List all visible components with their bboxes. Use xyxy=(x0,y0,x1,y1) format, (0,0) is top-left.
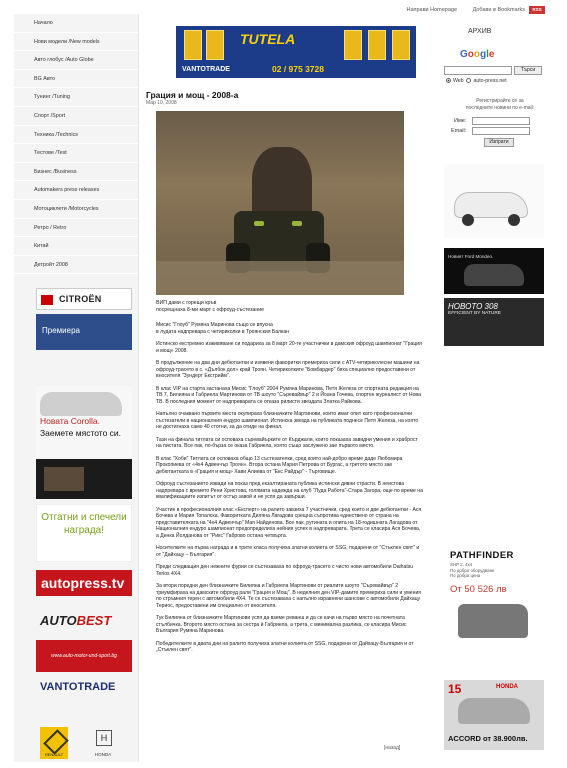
banner-phone: 02 / 975 3728 xyxy=(272,64,324,74)
citroen-ad-text: CITROËN xyxy=(59,294,102,304)
brand-logos xyxy=(36,727,132,761)
citroen-ad[interactable] xyxy=(36,288,132,310)
newsletter-line: последните новини по e-mail: xyxy=(465,104,535,111)
article-body xyxy=(156,322,424,660)
caption-line: ВИП дами с горещи кръв xyxy=(156,300,217,306)
corolla-ad-title: Новата Corolla. xyxy=(40,416,101,426)
nissan-pathfinder-ad[interactable] xyxy=(444,546,544,652)
newsletter-heading xyxy=(450,98,550,111)
search-input[interactable] xyxy=(444,66,512,75)
ad-image xyxy=(44,467,84,491)
radio-web-label: Web xyxy=(453,78,464,84)
photo-headlight xyxy=(292,221,302,226)
toyota-corolla-ad[interactable] xyxy=(36,386,132,470)
car-image xyxy=(458,604,528,638)
car-image xyxy=(464,264,524,286)
article-caption xyxy=(156,300,416,314)
car-image xyxy=(458,698,530,724)
article-paragraph: За втори поредни ден близначките Билияна и Габриела Мартинови от риалити шоуто "Съревайвър" 2 триумфираха на дамските офроуд рали "Грация и Мощ". В неделния ден VIP-дамите премериха сили и умения по стръмния терен с автомобили 4Х4. Те се състезаваха с напълно изравнени шансове с автомобили Дайхацу Териос, предоставени им специално от вносителя. xyxy=(156,583,422,609)
tutela-banner[interactable] xyxy=(176,26,416,78)
article-paragraph: В клас "Хоби" Титлата си осповаха общо 13 състезателки, сред които най-добро време даде Любомира Прокопиева от «4х4 Адвенчър Троян». Втора остана Мария Петрова от Бургас, а третото място зае дебютантката в «Грация и мощ» Хави Алиева от "Екс Райдър" - Търговище. xyxy=(156,455,403,475)
nav-item-bg-auto[interactable]: BG Авто xyxy=(14,70,138,89)
nav-item-business[interactable]: Бизнес /Business xyxy=(14,163,138,182)
article-paragraph: Офроуд състезанието извади на показ пред екзалтираната публика истински дивни страсти. В неистова надпревара с времето Рени Христова, голямата надежда на клуб "Луда Работа"-Стара Загора, още по време на квалификациите изпитът от остър завой и не успя да завърши. xyxy=(156,481,423,500)
peugeot-ad-slogan: EFFICIENT BY NATURE xyxy=(448,311,502,316)
ford-mondeo-ad[interactable] xyxy=(444,248,544,294)
article-lead xyxy=(156,322,424,335)
photo-headlight xyxy=(254,221,264,226)
article-paragraph: Победителките в двата дни на ралито получиха златни колиета от SSG, подарени от Дайхацу-България и от „Стъклен свят". xyxy=(156,640,414,653)
vantotrade-ad[interactable]: VANTOTRADE xyxy=(40,681,116,693)
oil-can-icon xyxy=(344,30,362,60)
nav-item-home[interactable]: Начало xyxy=(14,14,138,33)
lead-line: в лудата надпревара с четириколки в Троянския Балкан xyxy=(156,328,290,335)
nav-item-sport[interactable]: Спорт /Sport xyxy=(14,107,138,126)
oil-can-icon xyxy=(392,30,410,60)
newsletter-line: Регистрирайте се за xyxy=(476,98,524,104)
nav-item-press-releases[interactable]: Automakers press releases xyxy=(14,181,138,200)
honda-accord-ad[interactable] xyxy=(444,680,544,750)
nav-item-new-models[interactable]: Нови модели /New models xyxy=(14,33,138,52)
nav-item-retro[interactable]: Ретро / Retro xyxy=(14,219,138,238)
article-photo xyxy=(156,111,404,295)
photo-dust xyxy=(156,261,404,295)
article-paragraph: Носителките на първа награда и в трите класа получиха златни колиета от SSG, подарени от "Стъклен свят" и от "Дайхацу – България". xyxy=(156,545,420,558)
search-scope xyxy=(446,78,507,84)
top-links xyxy=(392,7,525,13)
peugeot-ad-title: НОВОТО 308 xyxy=(448,302,498,311)
citroen-logo-icon xyxy=(41,295,53,305)
email-field[interactable] xyxy=(472,127,530,135)
autobest-logo-part-2: BEST xyxy=(76,613,112,628)
article-date: Мар 10, 2008 xyxy=(146,100,177,106)
nav-item-test[interactable]: Тестове /Test xyxy=(14,144,138,163)
make-homepage-link[interactable]: Направи Homepage xyxy=(406,7,458,13)
honda-ad-brand: HONDA xyxy=(496,684,518,690)
nav-item-detroit-2008[interactable]: Детройт 2008 xyxy=(14,256,138,275)
renault-logo-icon[interactable]: RENAULT xyxy=(40,727,68,759)
article-paragraph: Напълно очаквано първите места окупираха близначките Мартинови, които имат опит като професионални състезатели в националния ендуро шампионат. Истинска звезда на публиката поднесе Петя Железа, на която не достигнаха само 40 стотни, за да отиде на финал. xyxy=(156,411,419,430)
subscribe-submit-button[interactable]: Изпрати xyxy=(484,138,514,147)
article-paragraph: Истинско екстремно изживяване си подариха за 8 март 20-те участнички в дамския офроуд шампионат "Грация и мощ» 2008. xyxy=(156,341,422,354)
radio-web[interactable] xyxy=(446,78,451,83)
archive-link[interactable]: АРХИВ xyxy=(468,28,492,35)
rss-icon[interactable]: RSS xyxy=(529,6,545,14)
autopress-tv-ad[interactable]: autopress.tv xyxy=(36,570,132,596)
nav-item-auto-globe[interactable]: Авто глобус /Auto Globe xyxy=(14,51,138,70)
page xyxy=(14,4,559,764)
honda-logo-icon[interactable]: H HONDA xyxy=(88,727,118,759)
email-label: Email: xyxy=(451,128,467,134)
add-bookmark-link[interactable]: Добави в Bookmarks xyxy=(472,7,525,13)
article-paragraph: Тук Билияна от близначките Мартинови успя да вземе реванш и да се качи на първо място на почетната стълбичка. Второто място остана за сестра ѝ Габриела, а трета, с минимална разлика, се класира Мисис България Румяна Маринова. xyxy=(156,615,407,634)
car-image xyxy=(40,392,122,416)
back-link[interactable]: [назад] xyxy=(384,745,401,751)
radio-site-label: auto-press.net xyxy=(473,78,507,84)
caption-line: посрещнаха 8-ми март с офроуд-състезание xyxy=(156,307,264,313)
ford-ad-text: Новият Ford Mondeo. xyxy=(448,254,494,259)
honda-ad-number: 15 xyxy=(448,682,462,696)
nav-item-tuning[interactable]: Тунинг /Tuning xyxy=(14,88,138,107)
dark-image-ad[interactable] xyxy=(36,459,132,499)
premiera-ad-text: Премиера xyxy=(42,326,80,335)
oil-can-icon xyxy=(368,30,386,60)
name-label: Име: xyxy=(454,118,467,124)
article-paragraph: Участие в професионалния клас «Експерт» на ралито завзиха 7 участнички, сред които и две дебютантки - Ася Бочева и Мария Топалска. Фаворитката Диляна Лагадова срещна съпротива единствено от страна на представителката на "4х4 Адвенчър" Мая Найденова. Все пак, рутината и опита на 18-годишната Лагадова от Националния ендуро шампионат предопределиха нейния успех в надпреварата. Трета се класира Ася Бочева, а Денка Йолданова от "Рикс" Габрово остана четвърта. xyxy=(156,506,422,539)
auto-motor-und-sport-ad[interactable]: www.auto-motor-und-sport.bg xyxy=(36,640,132,672)
nav-item-motorcycles[interactable]: Мотоциклети /Motorcycles xyxy=(14,200,138,219)
honda-ad-price: ACCORD от 38.900лв. xyxy=(448,734,528,743)
article-paragraph: В продължение на два дни дебютантки и изявени фаворитки премериха сили с ATV-четириколесни машини на офроуд-трасето в с. «Дълбок дол» край Троян. Четириколките "Бомбардер" бяха специално предоставени от вносителя "Зундерт Екстрийм". xyxy=(156,360,420,379)
white-car-ad[interactable] xyxy=(444,164,544,238)
pathfinder-spec-line: По добра цена xyxy=(450,573,481,578)
oil-can-icon xyxy=(184,30,202,60)
banner-company: VANTOTRADE xyxy=(182,66,230,73)
nav-item-china[interactable]: Китай xyxy=(14,237,138,256)
banner-brand: TUTELA xyxy=(240,31,296,47)
search-button[interactable]: Търси xyxy=(514,66,542,75)
article-paragraph: В клас VIP на старта застанаха Мисис "Глоуб" 2004 Румяна Маринова, Петя Железа от спортната редакция на ТВ 7, Билияна и Габриела Мартинови от ТВ шоуто "Съревайвър" 2 и Йоана Гочева, спортен журналист от Нова ТВ. В последния момент от надпреварата се отказа рилисти звездата Златка Райкова. xyxy=(156,385,421,405)
pathfinder-specs xyxy=(450,562,494,579)
autobest-ad[interactable] xyxy=(36,609,132,633)
car-wheel xyxy=(462,214,474,226)
pathfinder-spec-line: SHP 2, 4x4 xyxy=(450,562,473,567)
pathfinder-spec-line: По добро оборудване xyxy=(450,567,495,573)
autobest-logo-part-1: AUTO xyxy=(40,613,77,628)
name-field[interactable] xyxy=(472,117,530,125)
premiera-ad[interactable] xyxy=(36,314,132,350)
corolla-ad-subtitle: Заемете мястото си. xyxy=(40,428,122,438)
article-paragraph: Тази на финала титлата си осповаха съревайърките от Кърджали, които показаха завидни умения и храброст на пистата. Все пак, по-бърза се оказа Габриела, която също заслужено зае първото място. xyxy=(156,436,418,449)
article-title: Грация и мощ - 2008-а xyxy=(146,90,239,100)
google-logo: Google xyxy=(460,49,495,60)
pathfinder-name: PATHFINDER xyxy=(450,550,514,561)
oil-can-icon xyxy=(206,30,224,60)
nav-item-technics[interactable]: Техника /Technics xyxy=(14,126,138,145)
peugeot-308-ad[interactable] xyxy=(444,298,544,346)
radio-site[interactable] xyxy=(466,78,471,83)
quiz-ad[interactable]: Отгатни и спечели награда! xyxy=(36,504,132,562)
article-paragraph: Преди следващия ден нежните фурии се състезаваха по офроуд-трасето с чисто нови автомобили Daihatsu Terios 4Х4. xyxy=(156,564,414,577)
car-wheel xyxy=(508,214,520,226)
lead-line: Мисис "Глоуб" Румяна Маринова също се впусна xyxy=(156,322,273,328)
pathfinder-price: От 50 526 лв xyxy=(450,584,507,595)
